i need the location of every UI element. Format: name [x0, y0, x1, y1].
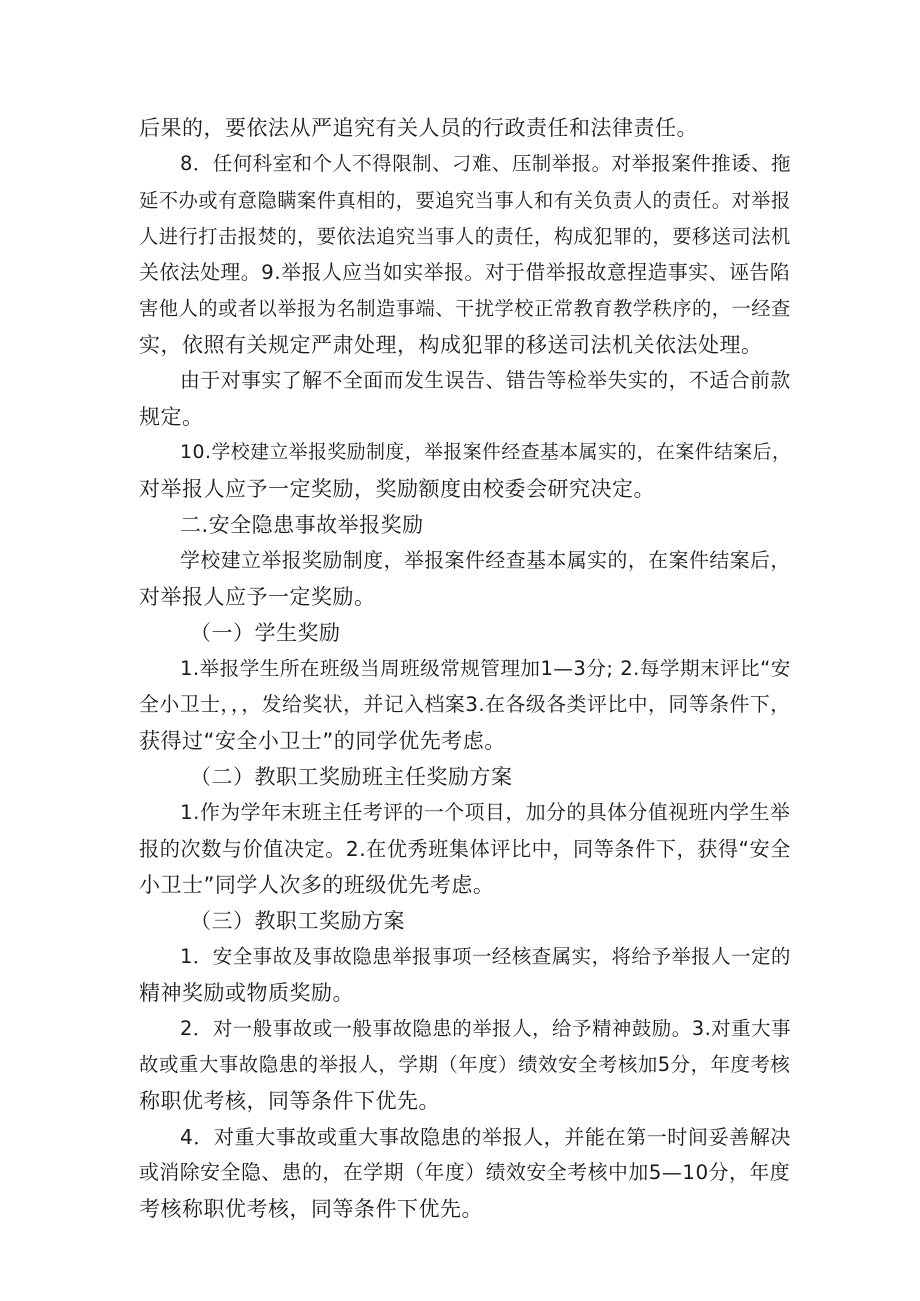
- text-line: 后果的，要依法从严追究有关人员的行政责任和法律责任。: [139, 116, 698, 140]
- text-line: 对举报人应予一定奖励。: [139, 585, 376, 609]
- text-line: 害他人的或者以举报为名制造事端、干扰学校正常教育教学秩序的，一经查: [139, 297, 791, 320]
- text-line: 10.学校建立举报奖励制度，举报案件经查基本属实的，在案件结案后，: [180, 442, 792, 463]
- text-line: 人进行打击报焚的，要依法追究当事人的责任，构成犯罪的，要移送司法机: [139, 225, 791, 248]
- subsection-heading: （三）教职工奖励方案: [190, 909, 405, 933]
- text-line: 学校建立举报奖励制度，举报案件经查基本属实的，在案件结案后，: [180, 549, 791, 572]
- text-line: 由于对事实了解不全面而发生误告、错告等检举失实的，不适合前款: [180, 369, 791, 392]
- text-line: 4．对重大事故或重大事故隐患的举报人，并能在第一时间妥善解决: [180, 1125, 791, 1149]
- text-line: 对举报人应予一定奖励，奖励额度由校委会研究决定。: [139, 477, 655, 501]
- text-line: 称职优考核，同等条件下优先。: [139, 1089, 440, 1113]
- text-line: 考核称职优考核，同等条件下优先。: [139, 1197, 483, 1221]
- section-heading: 二.安全隐患事故举报奖励: [180, 513, 424, 537]
- subsection-heading: （一）学生奖励: [190, 621, 341, 645]
- text-line: 实，依照有关规定严肃处理，构成犯罪的移送司法机关依法处理。: [139, 333, 763, 357]
- text-line: 规定。: [139, 405, 204, 429]
- text-line: 2．对一般事故或一般事故隐患的举报人，给予精神鼓励。3.对重大事: [180, 1017, 792, 1040]
- text-line: 1.举报学生所在班级当周班级常规管理加1—3分; 2.每学期末评比“安: [180, 657, 791, 680]
- subsection-heading: （二）教职工奖励班主任奖励方案: [190, 765, 513, 789]
- text-line: 关依法处理。9.举报人应当如实举报。对于借举报故意捏造事实、诬告陷: [139, 261, 791, 284]
- text-line: 延不办或有意隐瞒案件真相的，要追究当事人和有关负责人的责任。对举报: [139, 189, 791, 212]
- text-line: 8．任何科室和个人不得限制、刁难、压制举报。对举报案件推诿、拖: [180, 152, 791, 175]
- text-line: 报的次数与价值决定。2.在优秀班集体评比中，同等条件下，获得“安全: [139, 837, 791, 861]
- text-line: 小卫士”同学人次多的班级优先考虑。: [139, 873, 495, 897]
- text-line: 1．安全事故及事故隐患举报事项一经核查属实，将给予举报人一定的: [180, 945, 791, 968]
- text-line: 或消除安全隐、患的，在学期（年度）绩效安全考核中加5—10分，年度: [139, 1161, 791, 1184]
- text-line: 精神奖励或物质奖励。: [139, 981, 354, 1005]
- text-line: 全小卫士，，，发给奖状，并记入档案3.在各级各类评比中，同等条件下，: [139, 693, 791, 716]
- text-line: 1.作为学年末班主任考评的一个项目，加分的具体分值视班内学生举: [180, 801, 791, 824]
- text-line: 获得过“安全小卫士”的同学优先考虑。: [139, 729, 506, 753]
- text-line: 故或重大事故隐患的举报人，学期（年度）绩效安全考核加5分，年度考核: [139, 1053, 791, 1076]
